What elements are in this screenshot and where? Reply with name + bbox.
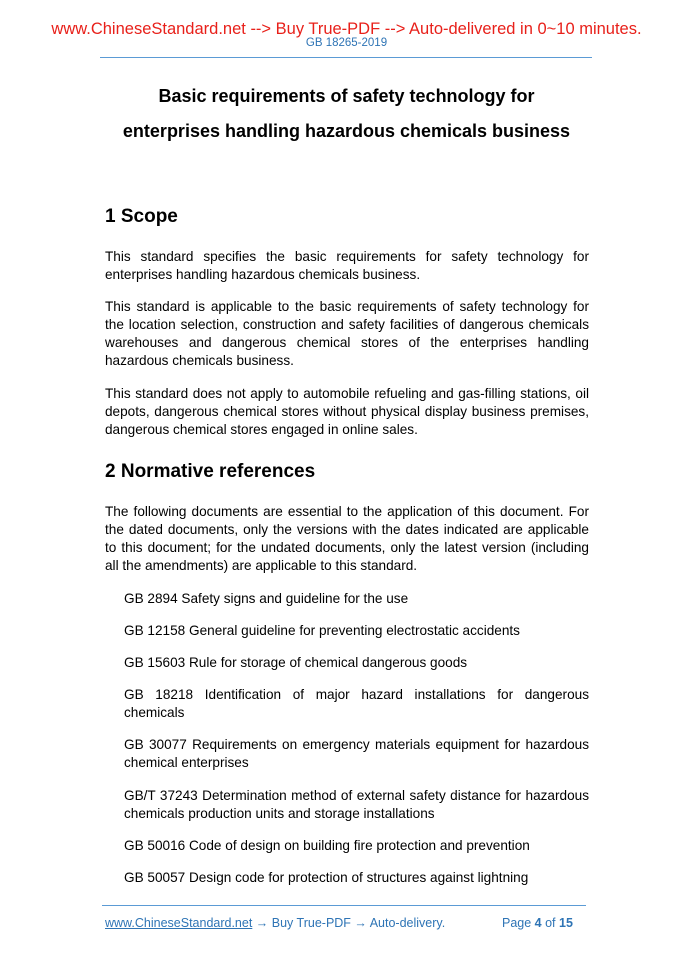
standard-code: GB 18265-2019: [305, 37, 388, 49]
reference-item: GB 30077 Requirements on emergency materials equipment for hazardous chemical enterprises: [124, 737, 589, 770]
footer-divider: [102, 905, 586, 906]
reference-item: GB 15603 Rule for storage of chemical dangerous goods: [124, 655, 468, 670]
reference-item: GB 2894 Safety signs and guideline for the use: [124, 591, 409, 606]
document-title-line-1: Basic requirements of safety technology for: [158, 86, 535, 106]
page-total: 15: [559, 916, 573, 930]
section-heading-normative-references: 2 Normative references: [105, 461, 316, 482]
page-label: Page: [502, 916, 535, 930]
page-of-label: of: [541, 916, 559, 930]
page-current: 4: [534, 916, 542, 930]
reference-item: GB 18218 Identification of major hazard installations for dangerous chemicals: [124, 687, 589, 720]
scope-paragraph: This standard does not apply to automobile refueling and gas-filling stations, oil depots, dangerous chemical stores without physical display business premises, dangerous chemical stores engaged in online sales.: [105, 386, 589, 437]
reference-item: GB 50016 Code of design on building fire protection and prevention: [124, 838, 530, 853]
page-indicator: [502, 915, 573, 931]
footer-site-link[interactable]: www.ChineseStandard.net: [105, 916, 253, 930]
header-divider: [100, 57, 592, 58]
document-title-line-2: enterprises handling hazardous chemicals business: [122, 121, 571, 141]
reference-item: GB/T 37243 Determination method of external safety distance for hazardous chemicals production units and storage installations: [124, 788, 589, 821]
reference-item: GB 12158 General guideline for preventing electrostatic accidents: [124, 623, 520, 638]
scope-paragraph: This standard specifies the basic requirements for safety technology for enterprises handling hazardous chemicals business.: [105, 249, 589, 282]
footer-promo: [105, 915, 445, 931]
scope-paragraph: This standard is applicable to the basic requirements of safety technology for the location selection, construction and safety facilities of dangerous chemicals warehouses and dangerous chemical stores of the enterprises handling hazardous chemicals business.: [105, 299, 589, 368]
section-heading-scope: 1 Scope: [105, 206, 178, 227]
header-banner[interactable]: www.ChineseStandard.net --> Buy True-PDF --> Auto-delivered in 0~10 minutes.: [51, 20, 642, 38]
normative-intro-paragraph: The following documents are essential to the application of this document. For the dated documents, only the versions with the dates indicated are applicable to this document; for the undated documents, only the latest version (including all the amendments) are applicable to this standard.: [105, 504, 589, 573]
footer-tagline: → Buy True-PDF → Auto-delivery.: [252, 916, 446, 930]
reference-item: GB 50057 Design code for protection of structures against lightning: [124, 870, 529, 885]
